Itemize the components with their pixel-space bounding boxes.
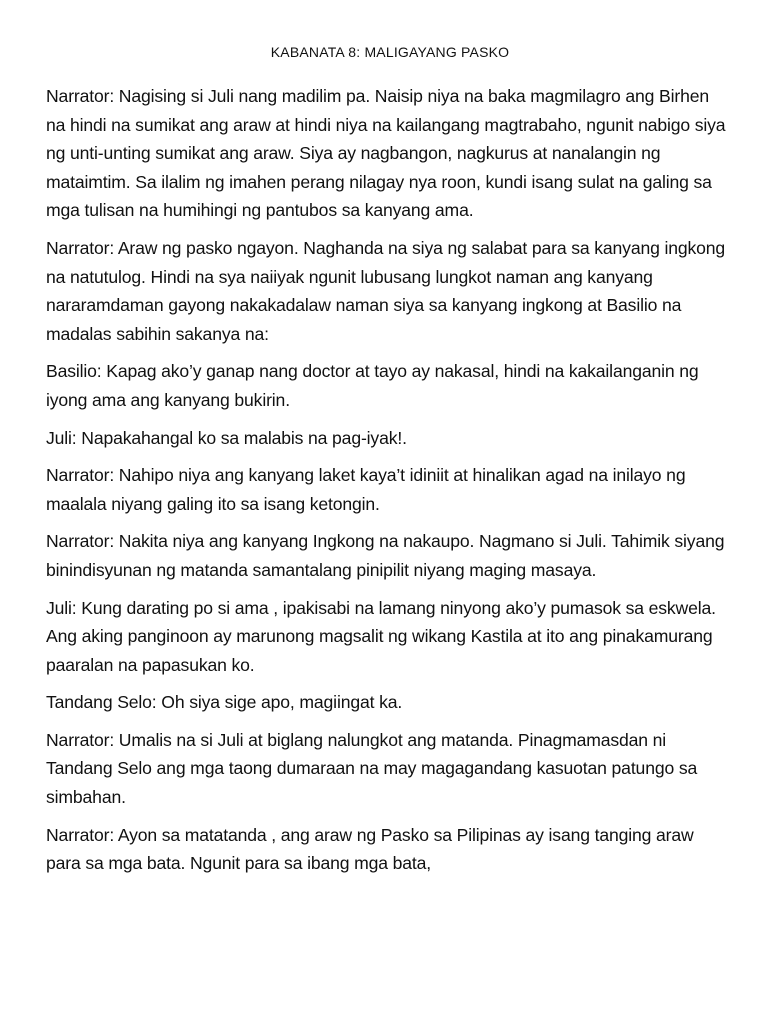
paragraph: Narrator: Umalis na si Juli at biglang nalungkot ang matanda. Pinagmamasdan ni Tandang Selo ang mga taong dumaraan na may magagandang kasuotan patungo sa simbahan. xyxy=(46,729,698,808)
paragraph: Juli: Napakahangal ko sa malabis na pag-iyak!. xyxy=(46,427,407,448)
document-page xyxy=(46,44,726,887)
paragraph: Narrator: Nagising si Juli nang madilim pa. Naisip niya na baka magmilagro ang Birhen na hindi na sumikat ang araw at hindi niya na kailangang magtrabaho, ngunit nabigo siya ng unti-unting sumikat ang araw. Siya ay nagbangon, nagkurus at nanalangin ng mataimtim. Sa ilalim ng imahen perang nilagay nya roon, kundi isang sulat na galing sa mga tulisan na humihingi ng pantubos sa kanyang ama. xyxy=(46,86,726,221)
paragraph: Juli: Kung darating po si ama , ipakisabi na lamang ninyong ako’y pumasok sa eskwela. Ang aking panginoon ay marunong magsalit ng wikang Kastila at ito ang pinakamurang paaralan na papasukan ko. xyxy=(46,597,716,675)
chapter-title: KABANATA 8: MALIGAYANG PASKO xyxy=(270,44,510,60)
paragraph: Basilio: Kapag ako’y ganap nang doctor at tayo ay nakasal, hindi na kakailanganin ng iyong ama ang kanyang bukirin. xyxy=(46,361,699,410)
paragraph: Narrator: Araw ng pasko ngayon. Naghanda na siya ng salabat para sa kanyang ingkong na natutulog. Hindi na sya naiiyak ngunit lubusang lungkot naman ang kanyang nararamdaman gayong nakakadalaw naman siya sa kanyang ingkong at Basilio na madalas sabihin sakanya na: xyxy=(46,237,726,344)
paragraph: Narrator: Nahipo niya ang kanyang laket kaya’t idiniit at hinalikan agad na inilayo ng maalala niyang galing ito sa isang ketongin. xyxy=(46,465,686,514)
paragraph: Tandang Selo: Oh siya sige apo, magiingat ka. xyxy=(46,692,403,713)
paragraph: Narrator: Nakita niya ang kanyang Ingkong na nakaupo. Nagmano si Juli. Tahimik siyang binindisyunan ng matanda samantalang pinipilit niyang maging masaya. xyxy=(46,531,725,580)
paragraph: Narrator: Ayon sa matatanda , ang araw ng Pasko sa Pilipinas ay isang tanging araw para sa mga bata. Ngunit para sa ibang mga bata, xyxy=(46,824,694,874)
